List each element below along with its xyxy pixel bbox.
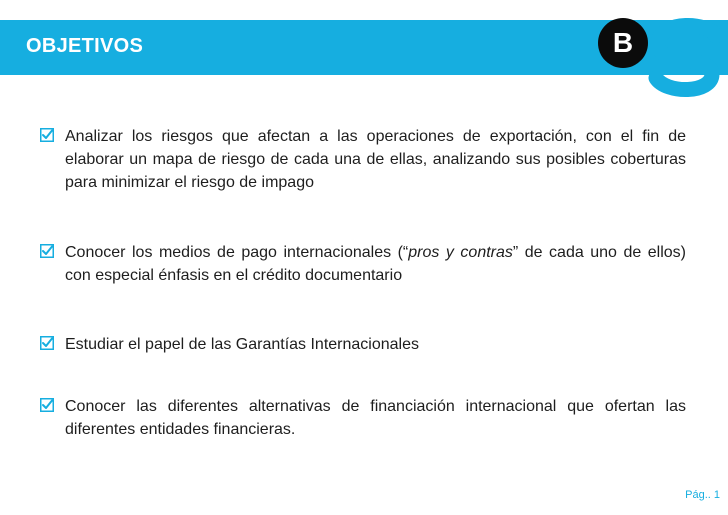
bullet-text: Estudiar el papel de las Garantías Internacionales bbox=[65, 336, 419, 353]
checkbox-checked-icon bbox=[40, 398, 54, 412]
checkbox-checked-icon bbox=[40, 128, 54, 142]
page-title: OBJETIVOS bbox=[26, 35, 144, 57]
list-item bbox=[40, 125, 686, 194]
logo-b-circle: B bbox=[598, 18, 648, 68]
list-item bbox=[40, 333, 686, 356]
bullet-text bbox=[65, 241, 686, 287]
bullet-text-after: ” de cada uno de ellos) con especial énfasis en el crédito documentario bbox=[65, 244, 687, 284]
bullet-text: Conocer las diferentes alternativas de financiación internacional que ofertan las diferentes entidades financieras. bbox=[65, 398, 686, 438]
checkbox-checked-icon bbox=[40, 244, 54, 258]
list-item bbox=[40, 395, 686, 441]
list-item bbox=[40, 241, 686, 287]
bullet-text-italic: pros y contras bbox=[408, 244, 513, 261]
bullet-text-before: Conocer los medios de pago internacionales (“ bbox=[65, 244, 409, 261]
bullet-text: Analizar los riesgos que afectan a las operaciones de exportación, con el fin de elaborar un mapa de riesgo de cada una de ellas, analizando sus posibles coberturas para minimizar el riesgo de impago bbox=[65, 128, 686, 191]
page-number: Pág.. 1 bbox=[685, 489, 720, 501]
logo-s-icon bbox=[648, 16, 724, 102]
checkbox-checked-icon bbox=[40, 336, 54, 350]
